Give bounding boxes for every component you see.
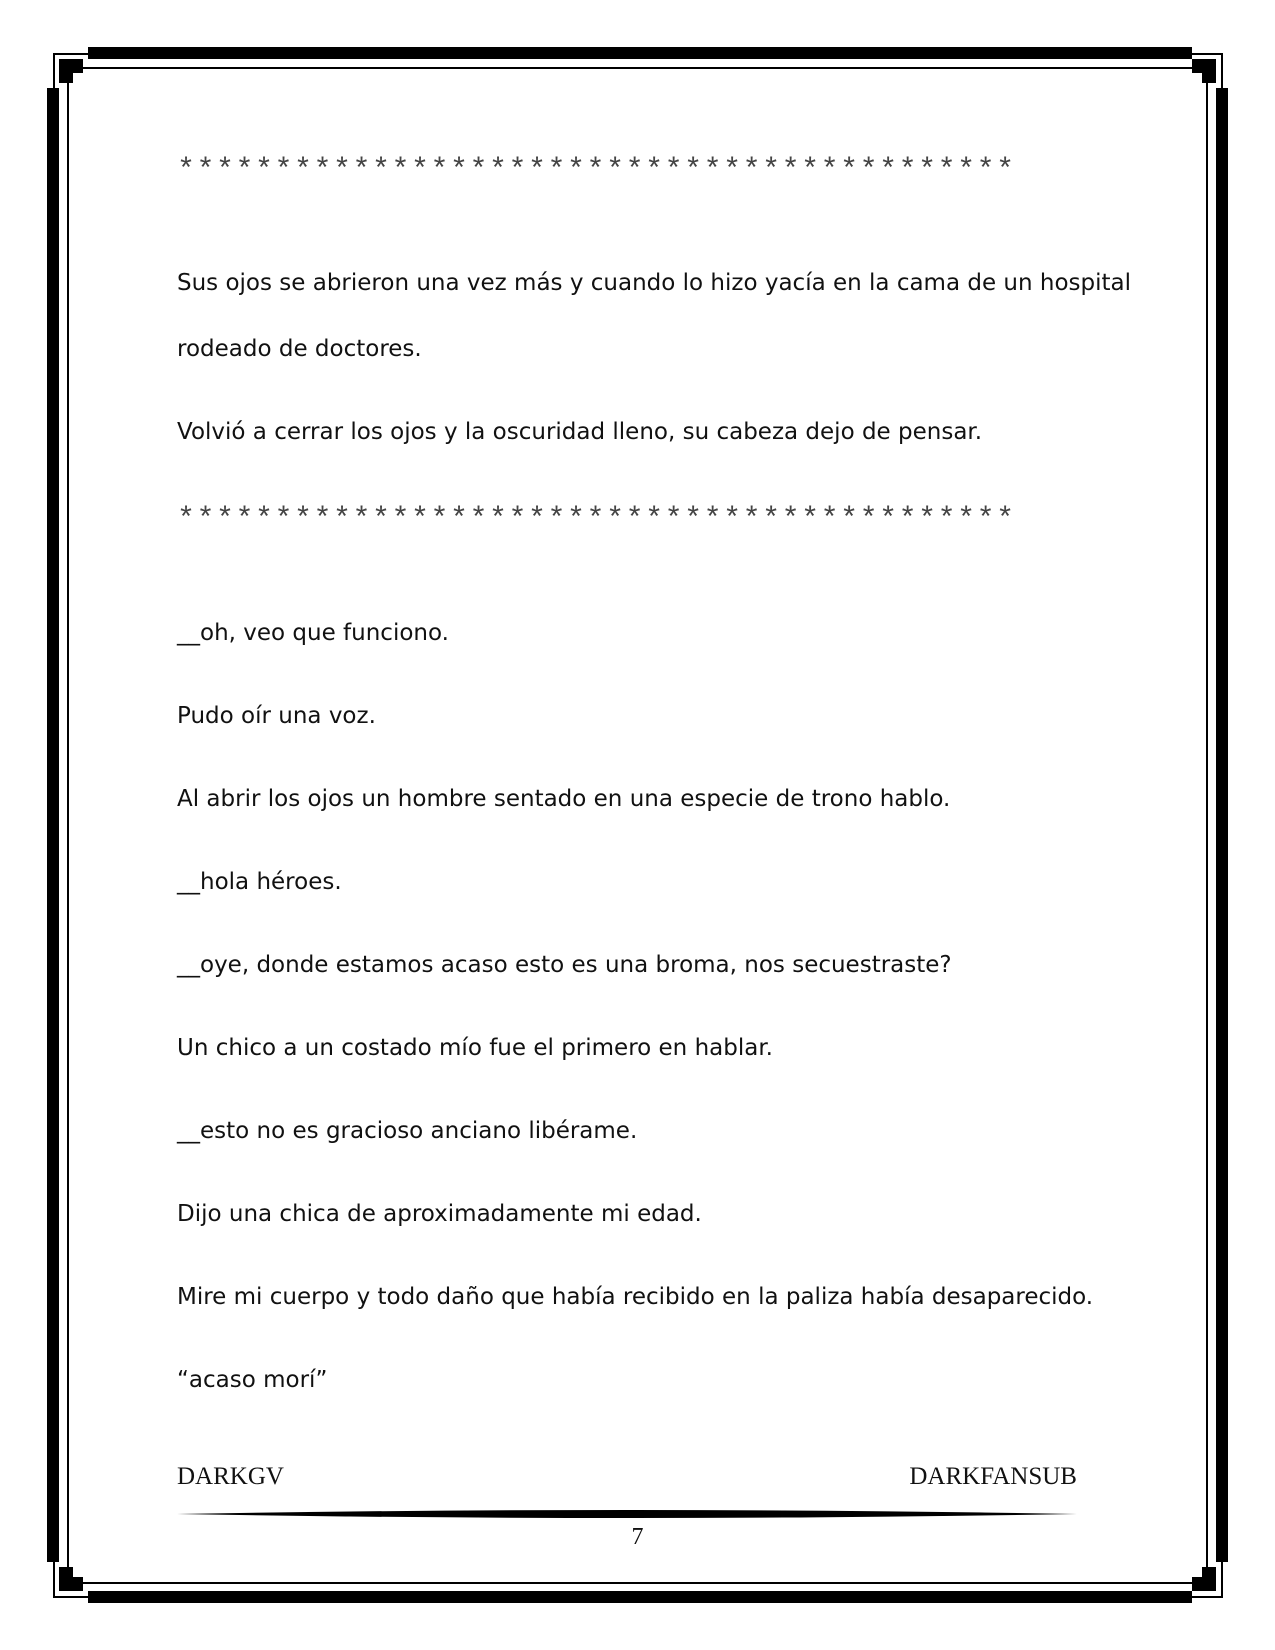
separator-stars: ******************************************* <box>177 154 1016 188</box>
footer-publisher: DARKFANSUB <box>909 1463 1077 1490</box>
text-line: Mire mi cuerpo y todo daño que había recibido en la paliza había desaparecido. <box>177 1284 1094 1310</box>
paragraph-line: Sus ojos se abrieron una vez más y cuando lo hizo yacía en la cama de un hospital <box>177 270 1132 296</box>
text-line: __esto no es gracioso anciano libérame. <box>177 1118 638 1144</box>
separator-stars: ******************************************* <box>177 503 1016 537</box>
paragraph-line: Volvió a cerrar los ojos y la oscuridad lleno, su cabeza dejo de pensar. <box>177 419 983 445</box>
text-line: __oye, donde estamos acaso esto es una broma, nos secuestraste? <box>177 952 952 978</box>
text-line: Dijo una chica de aproximadamente mi edad. <box>177 1201 702 1227</box>
footer-divider <box>177 1508 1077 1520</box>
page-number: 7 <box>631 1524 644 1550</box>
text-line: “acaso morí” <box>177 1367 328 1393</box>
text-line: Pudo oír una voz. <box>177 703 376 729</box>
text-line: __hola héroes. <box>177 869 342 895</box>
text-line: __oh, veo que funciono. <box>177 620 449 646</box>
text-line: Al abrir los ojos un hombre sentado en una especie de trono hablo. <box>177 786 951 812</box>
text-line: Un chico a un costado mío fue el primero en hablar. <box>177 1035 773 1061</box>
footer-author: DARKGV <box>177 1463 284 1490</box>
paragraph-line: rodeado de doctores. <box>177 336 422 362</box>
